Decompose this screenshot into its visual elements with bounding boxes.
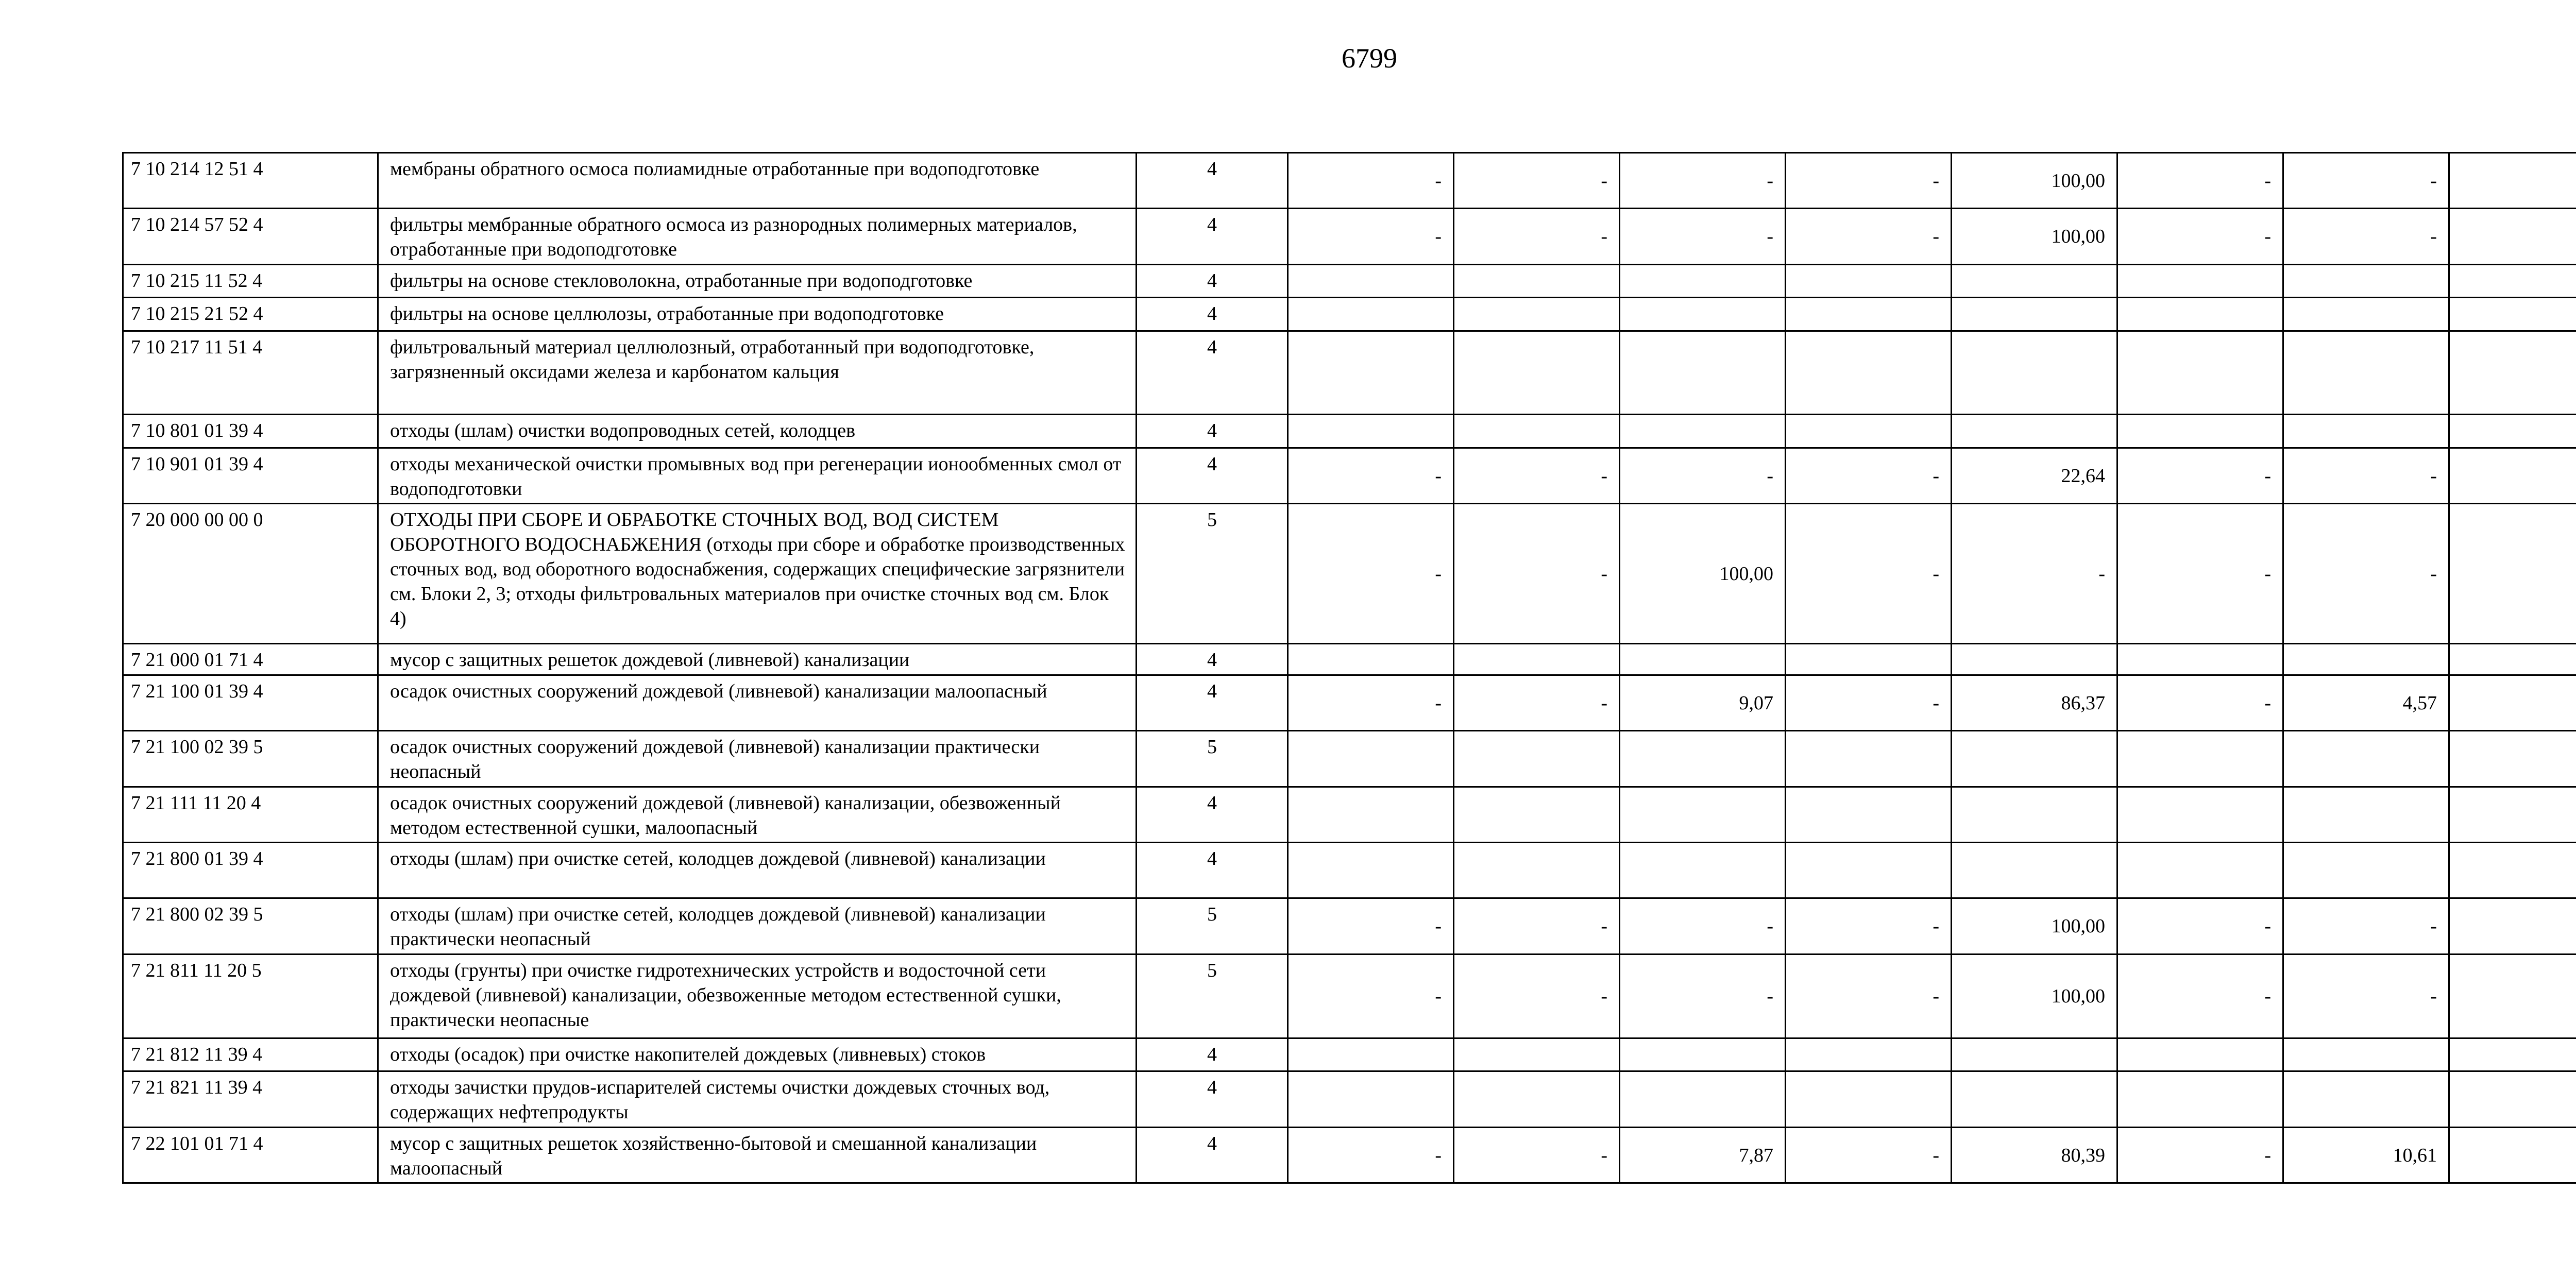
waste-name: фильтры на основе целлюлозы, отработанные при водоподготовке (378, 298, 1137, 331)
value-cell (1454, 1071, 1620, 1128)
waste-name: осадок очистных сооружений дождевой (ливневой) канализации малоопасный (378, 675, 1137, 731)
value-cell: 22,64 (1952, 448, 2117, 504)
table-row (123, 265, 2576, 298)
table-row (123, 787, 2576, 843)
value-cell (1288, 265, 1454, 298)
waste-name: отходы зачистки прудов-испарителей системы очистки дождевых сточных вод, содержащих нефтепродукты (378, 1071, 1137, 1128)
value-cell (1454, 415, 1620, 448)
hazard-class: 4 (1137, 153, 1288, 209)
value-cell (1454, 644, 1620, 675)
table-row (123, 731, 2576, 787)
value-cell (1620, 787, 1786, 843)
value-cell: - (1288, 153, 1454, 209)
value-cell: - (1288, 504, 1454, 644)
value-cell (1620, 644, 1786, 675)
value-cell (2117, 415, 2283, 448)
table-row (123, 1071, 2576, 1128)
value-cell (1786, 787, 1952, 843)
value-cell: - (1786, 209, 1952, 265)
value-cell: - (2117, 898, 2283, 955)
value-cell (2117, 644, 2283, 675)
value-cell: 100,00 (1620, 504, 1786, 644)
value-cell (1952, 1071, 2117, 1128)
value-cell: 10,61 (2283, 1128, 2449, 1183)
value-cell (2117, 265, 2283, 298)
value-cell (1288, 298, 1454, 331)
waste-name: отходы (шлам) при очистке сетей, колодцев дождевой (ливневой) канализации (378, 843, 1137, 898)
value-cell (1952, 731, 2117, 787)
value-cell: - (2117, 675, 2283, 731)
table-row (123, 675, 2576, 731)
value-cell: - (1454, 209, 1620, 265)
value-cell (1454, 787, 1620, 843)
value-cell: - (1288, 1128, 1454, 1183)
value-cell (1620, 265, 1786, 298)
value-cell (1952, 298, 2117, 331)
value-cell (1454, 731, 1620, 787)
value-cell: - (2117, 448, 2283, 504)
value-cell (1786, 298, 1952, 331)
value-cell (2449, 265, 2576, 298)
waste-name: фильтры на основе стекловолокна, отработанные при водоподготовке (378, 265, 1137, 298)
value-cell (2283, 787, 2449, 843)
value-cell: - (2283, 898, 2449, 955)
value-cell: - (2117, 504, 2283, 644)
table-row (123, 1038, 2576, 1071)
page-number: 6799 (1342, 43, 1397, 74)
value-cell (2117, 1071, 2283, 1128)
table-row (123, 504, 2576, 644)
table-row (123, 644, 2576, 675)
value-cell (2449, 504, 2576, 644)
waste-name: фильтровальный материал целлюлозный, отработанный при водоподготовке, загрязненный оксидами железа и карбонатом кальция (378, 331, 1137, 415)
hazard-class: 5 (1137, 898, 1288, 955)
value-cell (2283, 331, 2449, 415)
value-cell (1620, 415, 1786, 448)
value-cell (1620, 298, 1786, 331)
hazard-class: 4 (1137, 1071, 1288, 1128)
hazard-class: 5 (1137, 731, 1288, 787)
waste-code: 7 20 000 00 00 0 (123, 504, 378, 644)
waste-name: осадок очистных сооружений дождевой (ливневой) канализации, обезвоженный методом естественной сушки, малоопасный (378, 787, 1137, 843)
hazard-class: 4 (1137, 644, 1288, 675)
waste-name: отходы (грунты) при очистке гидротехнических устройств и водосточной сети дождевой (ливневой) канализации, обезвоженные методом естественной сушки, практически неопасные (378, 955, 1137, 1038)
value-cell (2117, 843, 2283, 898)
hazard-class: 4 (1137, 298, 1288, 331)
waste-code: 7 21 000 01 71 4 (123, 644, 378, 675)
value-cell (1786, 843, 1952, 898)
waste-code: 7 10 214 57 52 4 (123, 209, 378, 265)
hazard-class: 4 (1137, 415, 1288, 448)
value-cell (1288, 1071, 1454, 1128)
value-cell (2449, 209, 2576, 265)
table-row (123, 209, 2576, 265)
value-cell: - (2283, 153, 2449, 209)
value-cell (1786, 731, 1952, 787)
value-cell (2449, 787, 2576, 843)
value-cell (1288, 843, 1454, 898)
value-cell (2117, 331, 2283, 415)
table-row (123, 955, 2576, 1038)
waste-name: отходы (осадок) при очистке накопителей дождевых (ливневых) стоков (378, 1038, 1137, 1071)
waste-code: 7 21 812 11 39 4 (123, 1038, 378, 1071)
value-cell: - (1454, 448, 1620, 504)
value-cell: - (2117, 1128, 2283, 1183)
value-cell (1288, 331, 1454, 415)
hazard-class: 4 (1137, 787, 1288, 843)
value-cell: - (2283, 209, 2449, 265)
value-cell (1952, 265, 2117, 298)
value-cell (1288, 731, 1454, 787)
value-cell (1952, 843, 2117, 898)
value-cell (1952, 1038, 2117, 1071)
waste-code: 7 10 214 12 51 4 (123, 153, 378, 209)
value-cell: 100,00 (1952, 955, 2117, 1038)
value-cell (2449, 448, 2576, 504)
value-cell: - (1620, 898, 1786, 955)
waste-code: 7 21 100 01 39 4 (123, 675, 378, 731)
waste-name: мусор с защитных решеток хозяйственно-бытовой и смешанной канализации малоопасный (378, 1128, 1137, 1183)
waste-name: осадок очистных сооружений дождевой (ливневой) канализации практически неопасный (378, 731, 1137, 787)
value-cell (2449, 1071, 2576, 1128)
waste-code: 7 21 821 11 39 4 (123, 1071, 378, 1128)
value-cell: - (1620, 448, 1786, 504)
value-cell (2449, 843, 2576, 898)
value-cell (2283, 644, 2449, 675)
hazard-class: 4 (1137, 843, 1288, 898)
value-cell: - (1288, 675, 1454, 731)
hazard-class: 4 (1137, 1128, 1288, 1183)
value-cell (1952, 644, 2117, 675)
value-cell (1620, 1071, 1786, 1128)
value-cell (2283, 731, 2449, 787)
value-cell (1620, 1038, 1786, 1071)
value-cell: - (1786, 675, 1952, 731)
value-cell (1786, 644, 1952, 675)
value-cell: 100,00 (1952, 898, 2117, 955)
value-cell (2283, 415, 2449, 448)
value-cell: 80,39 (1952, 1128, 2117, 1183)
waste-code: 7 21 100 02 39 5 (123, 731, 378, 787)
value-cell (1454, 843, 1620, 898)
value-cell (2449, 898, 2576, 955)
hazard-class: 4 (1137, 331, 1288, 415)
waste-code: 7 21 811 11 20 5 (123, 955, 378, 1038)
waste-name: отходы (шлам) очистки водопроводных сетей, колодцев (378, 415, 1137, 448)
value-cell (2449, 955, 2576, 1038)
value-cell (2117, 787, 2283, 843)
value-cell (1454, 298, 1620, 331)
value-cell: 86,37 (1952, 675, 2117, 731)
value-cell: - (1454, 675, 1620, 731)
value-cell (1786, 331, 1952, 415)
table-row (123, 898, 2576, 955)
value-cell (1952, 415, 2117, 448)
value-cell (1454, 1038, 1620, 1071)
waste-code: 7 10 215 11 52 4 (123, 265, 378, 298)
table-row (123, 153, 2576, 209)
value-cell: - (1620, 209, 1786, 265)
value-cell: - (1786, 153, 1952, 209)
value-cell: - (1288, 448, 1454, 504)
value-cell: - (1454, 898, 1620, 955)
value-cell: 100,00 (1952, 209, 2117, 265)
waste-name: отходы (шлам) при очистке сетей, колодцев дождевой (ливневой) канализации практически неопасный (378, 898, 1137, 955)
value-cell (2283, 298, 2449, 331)
value-cell (1620, 731, 1786, 787)
value-cell: 100,00 (1952, 153, 2117, 209)
value-cell: 9,07 (1620, 675, 1786, 731)
waste-code: 7 10 215 21 52 4 (123, 298, 378, 331)
value-cell (2449, 644, 2576, 675)
value-cell (1786, 1038, 1952, 1071)
value-cell (2449, 153, 2576, 209)
value-cell: - (2283, 955, 2449, 1038)
value-cell (1620, 843, 1786, 898)
value-cell (2449, 415, 2576, 448)
value-cell: - (1288, 898, 1454, 955)
value-cell: - (1454, 504, 1620, 644)
waste-name: мусор с защитных решеток дождевой (ливневой) канализации (378, 644, 1137, 675)
value-cell (2449, 331, 2576, 415)
value-cell: - (1620, 153, 1786, 209)
value-cell: - (1786, 504, 1952, 644)
value-cell (1288, 787, 1454, 843)
value-cell: - (2117, 153, 2283, 209)
value-cell: - (1454, 955, 1620, 1038)
waste-code: 7 10 217 11 51 4 (123, 331, 378, 415)
value-cell (2117, 731, 2283, 787)
value-cell: - (1786, 898, 1952, 955)
value-cell: - (1454, 1128, 1620, 1183)
table-row (123, 448, 2576, 504)
value-cell (1288, 415, 1454, 448)
waste-code: 7 10 801 01 39 4 (123, 415, 378, 448)
value-cell (2449, 1128, 2576, 1183)
value-cell (1786, 415, 1952, 448)
value-cell (1952, 331, 2117, 415)
value-cell: - (1952, 504, 2117, 644)
value-cell (2117, 298, 2283, 331)
hazard-class: 4 (1137, 675, 1288, 731)
value-cell: - (2117, 209, 2283, 265)
value-cell: - (2283, 504, 2449, 644)
value-cell (2283, 843, 2449, 898)
value-cell (2283, 1071, 2449, 1128)
table-row (123, 415, 2576, 448)
value-cell (2117, 1038, 2283, 1071)
value-cell (2283, 1038, 2449, 1071)
waste-name: отходы механической очистки промывных вод при регенерации ионообменных смол от водоподготовки (378, 448, 1137, 504)
value-cell (2449, 298, 2576, 331)
hazard-class: 5 (1137, 504, 1288, 644)
table-row (123, 331, 2576, 415)
table-row (123, 298, 2576, 331)
waste-name: ОТХОДЫ ПРИ СБОРЕ И ОБРАБОТКЕ СТОЧНЫХ ВОД, ВОД СИСТЕМ ОБОРОТНОГО ВОДОСНАБЖЕНИЯ (отходы при сборе и обработке производственных сточных вод, вод оборотного водоснабжения, содержащих специфические загрязнители см. Блоки 2, 3; отходы фильтровальных материалов при очистке сточных вод см. Блок 4) (378, 504, 1137, 644)
value-cell: - (1786, 1128, 1952, 1183)
value-cell: - (1454, 153, 1620, 209)
value-cell (1620, 331, 1786, 415)
value-cell: - (1786, 448, 1952, 504)
value-cell (2449, 731, 2576, 787)
value-cell (1454, 331, 1620, 415)
value-cell (2449, 1038, 2576, 1071)
waste-code: 7 21 800 01 39 4 (123, 843, 378, 898)
value-cell (1786, 265, 1952, 298)
waste-code: 7 21 111 11 20 4 (123, 787, 378, 843)
table-row (123, 843, 2576, 898)
value-cell (2449, 675, 2576, 731)
hazard-class: 4 (1137, 209, 1288, 265)
value-cell (1786, 1071, 1952, 1128)
waste-name: фильтры мембранные обратного осмоса из разнородных полимерных материалов, отработанные при водоподготовке (378, 209, 1137, 265)
value-cell: - (2117, 955, 2283, 1038)
waste-code: 7 10 901 01 39 4 (123, 448, 378, 504)
waste-code: 7 22 101 01 71 4 (123, 1128, 378, 1183)
value-cell: - (1288, 955, 1454, 1038)
value-cell: 4,57 (2283, 675, 2449, 731)
value-cell: 7,87 (1620, 1128, 1786, 1183)
value-cell (2283, 265, 2449, 298)
hazard-class: 4 (1137, 1038, 1288, 1071)
waste-table (122, 152, 2576, 1184)
value-cell: - (1786, 955, 1952, 1038)
value-cell (1952, 787, 2117, 843)
hazard-class: 4 (1137, 448, 1288, 504)
hazard-class: 4 (1137, 265, 1288, 298)
value-cell: - (1620, 955, 1786, 1038)
value-cell: - (1288, 209, 1454, 265)
waste-name: мембраны обратного осмоса полиамидные отработанные при водоподготовке (378, 153, 1137, 209)
value-cell: - (2283, 448, 2449, 504)
value-cell (1454, 265, 1620, 298)
waste-code: 7 21 800 02 39 5 (123, 898, 378, 955)
hazard-class: 5 (1137, 955, 1288, 1038)
value-cell (1288, 1038, 1454, 1071)
value-cell (1288, 644, 1454, 675)
table-row (123, 1128, 2576, 1183)
